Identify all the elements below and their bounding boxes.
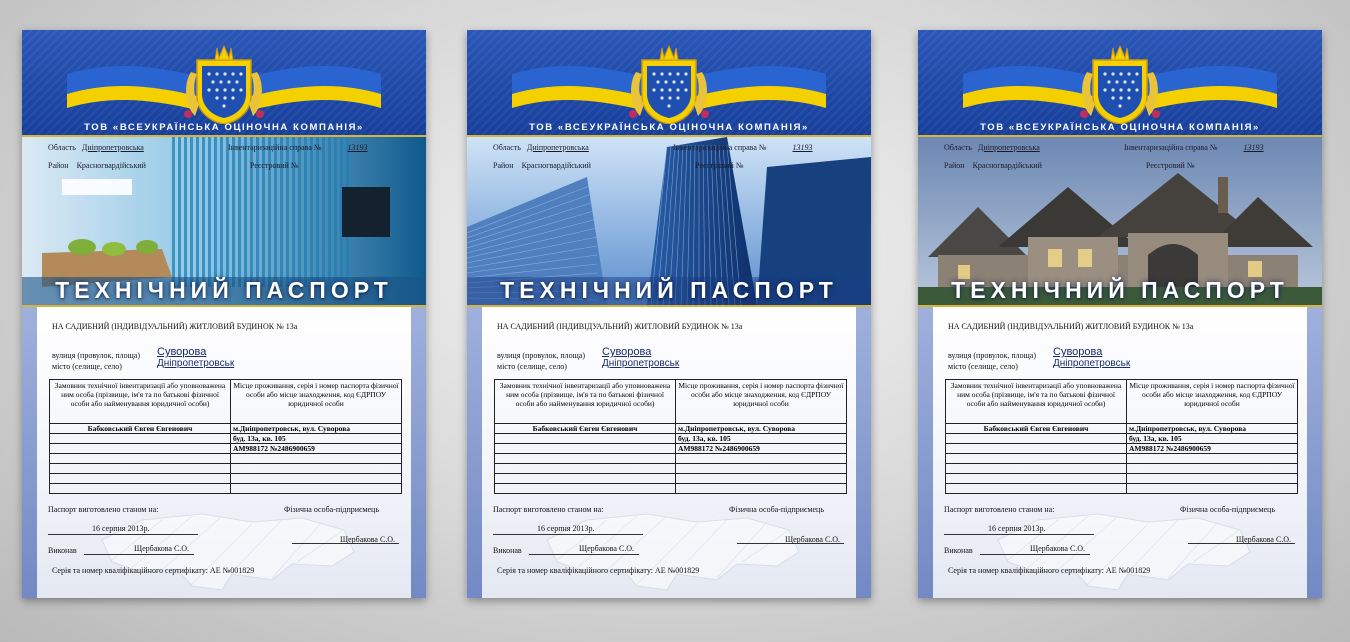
- table-cell: [946, 484, 1127, 494]
- header-residence: Місце проживання, серія і номер паспорта фізичної особи або місце знаходження, код ЄДРПОУ юридичної особи: [676, 380, 847, 424]
- company-name: ТОВ «ВСЕУКРАЇНСЬКА ОЦІНОЧНА КОМПАНІЯ»: [980, 122, 1260, 133]
- district-field: Район Красногвардійський: [493, 161, 591, 170]
- owner-name: Бабковський Євген Євгенович: [495, 424, 676, 434]
- passport-line: АМ988172 №2486900659: [231, 444, 402, 454]
- table-row: [946, 454, 1298, 464]
- table-cell: [231, 464, 402, 474]
- city-value: Дніпропетровськ: [1053, 358, 1131, 369]
- table-row: [495, 454, 847, 464]
- table-cell: [50, 474, 231, 484]
- table-cell: [495, 434, 676, 444]
- street-value: Суворова: [602, 346, 652, 358]
- city-value: Дніпропетровськ: [157, 358, 235, 369]
- table-row: [50, 464, 402, 474]
- entrepreneur-label: Фізична особа-підприємець: [729, 505, 824, 514]
- street-label: вулиця (провулок, площа): [497, 351, 586, 360]
- city-value: Дніпропетровськ: [602, 358, 680, 369]
- table-row: [495, 424, 847, 434]
- table-row: [946, 434, 1298, 444]
- document-title: ТЕХНІЧНИЙ ПАСПОРТ: [55, 277, 393, 303]
- table-cell: [495, 484, 676, 494]
- table-cell: [231, 474, 402, 484]
- header-customer: Замовник технічної інвентаризації або уповноважена ним особа (прізвище, ім'я та по батькові фізичної особи або найменування юридичної особи): [946, 380, 1127, 424]
- entrepreneur-name: Щербакова С.О.: [340, 535, 396, 544]
- executor-name: Щербакова С.О.: [1030, 544, 1086, 553]
- executor-label: Виконав: [48, 546, 77, 555]
- house-line: НА САДИБНИЙ (ІНДИВІДУАЛЬНИЙ) ЖИТЛОВИЙ БУДИНОК № 13а: [497, 322, 743, 331]
- table-cell: [50, 434, 231, 444]
- coat-of-arms-flag-emblem: [67, 44, 381, 124]
- region-field: Область Дніпропетровська: [944, 143, 1040, 152]
- address-line-1: м.Дніпропетровськ, вул. Суворова: [1127, 424, 1298, 434]
- coat-of-arms-flag-emblem: [963, 44, 1277, 124]
- street-label: вулиця (провулок, площа): [52, 351, 141, 360]
- street-value: Суворова: [157, 346, 207, 358]
- photo-band: [918, 137, 1322, 305]
- signature-line: [737, 543, 844, 544]
- table-cell: [946, 454, 1127, 464]
- table-row: [495, 434, 847, 444]
- executor-underline: [529, 554, 639, 555]
- document-title: ТЕХНІЧНИЙ ПАСПОРТ: [500, 277, 838, 303]
- table-cell: [676, 484, 847, 494]
- table-cell: [676, 454, 847, 464]
- table-row: [50, 434, 402, 444]
- house-line: НА САДИБНИЙ (ІНДИВІДУАЛЬНИЙ) ЖИТЛОВИЙ БУДИНОК № 13а: [948, 322, 1194, 331]
- district-field: Район Красногвардійський: [944, 161, 1042, 170]
- entrepreneur-name: Щербакова С.О.: [1236, 535, 1292, 544]
- table-cell: [231, 484, 402, 494]
- left-side-stripe: [467, 307, 482, 598]
- left-side-stripe: [918, 307, 933, 598]
- technical-passport-page: [22, 30, 426, 598]
- owner-name: Бабковський Євген Євгенович: [946, 424, 1127, 434]
- registry-field: Реєстровий №: [250, 161, 299, 170]
- technical-passport-page: [918, 30, 1322, 598]
- header-customer: Замовник технічної інвентаризації або уповноважена ним особа (прізвище, ім'я та по батькові фізичної особи або найменування юридичної особи): [50, 380, 231, 424]
- table-cell: [495, 444, 676, 454]
- inventory-field: Інвентаризаційна справа № 13193: [673, 143, 813, 152]
- executor-name: Щербакова С.О.: [579, 544, 635, 553]
- street-label: вулиця (провулок, площа): [948, 351, 1037, 360]
- table-cell: [50, 464, 231, 474]
- signature-line: [292, 543, 399, 544]
- executor-underline: [980, 554, 1090, 555]
- table-cell: [1127, 474, 1298, 484]
- executor-label: Виконав: [493, 546, 522, 555]
- inventory-field: Інвентаризаційна справа № 13193: [228, 143, 368, 152]
- company-name: ТОВ «ВСЕУКРАЇНСЬКА ОЦІНОЧНА КОМПАНІЯ»: [529, 122, 809, 133]
- passport-line: АМ988172 №2486900659: [1127, 444, 1298, 454]
- table-cell: [495, 474, 676, 484]
- address-line-2: буд. 13а, кв. 105: [1127, 434, 1298, 444]
- table-cell: [50, 484, 231, 494]
- registry-field: Реєстровий №: [695, 161, 744, 170]
- right-side-stripe: [1307, 307, 1322, 598]
- table-row: [946, 484, 1298, 494]
- address-line-1: м.Дніпропетровськ, вул. Суворова: [231, 424, 402, 434]
- table-header-row: [495, 380, 847, 424]
- ukraine-map-watermark: [527, 500, 807, 598]
- header-banner: [22, 30, 426, 135]
- table-row: [946, 464, 1298, 474]
- table-cell: [946, 444, 1127, 454]
- district-field: Район Красногвардійський: [48, 161, 146, 170]
- table-cell: [676, 474, 847, 484]
- executor-underline: [84, 554, 194, 555]
- table-row: [495, 444, 847, 454]
- house-line: НА САДИБНИЙ (ІНДИВІДУАЛЬНИЙ) ЖИТЛОВИЙ БУДИНОК № 13а: [52, 322, 298, 331]
- table-cell: [50, 454, 231, 464]
- table-cell: [495, 454, 676, 464]
- entrepreneur-name: Щербакова С.О.: [785, 535, 841, 544]
- table-cell: [676, 464, 847, 474]
- date-underline: [944, 534, 1094, 535]
- table-row: [495, 474, 847, 484]
- header-banner: [467, 30, 871, 135]
- table-row: [495, 484, 847, 494]
- prepared-date: 16 серпня 2013р.: [92, 524, 150, 533]
- table-cell: [495, 464, 676, 474]
- address-line-2: буд. 13а, кв. 105: [231, 434, 402, 444]
- header-customer: Замовник технічної інвентаризації або уповноважена ним особа (прізвище, ім'я та по батькові фізичної особи або найменування юридичної особи): [495, 380, 676, 424]
- left-side-stripe: [22, 307, 37, 598]
- table-cell: [1127, 454, 1298, 464]
- right-side-stripe: [856, 307, 871, 598]
- table-row: [946, 444, 1298, 454]
- table-cell: [231, 454, 402, 464]
- document-title: ТЕХНІЧНИЙ ПАСПОРТ: [951, 277, 1289, 303]
- entrepreneur-label: Фізична особа-підприємець: [284, 505, 379, 514]
- table-cell: [946, 464, 1127, 474]
- certificate-line: Серія та номер кваліфікаційного сертифікату: АЕ №001829: [52, 566, 255, 575]
- technical-passport-page: [467, 30, 871, 598]
- table-row: [50, 474, 402, 484]
- owner-table: [49, 379, 402, 494]
- inventory-field: Інвентаризаційна справа № 13193: [1124, 143, 1264, 152]
- prepared-date: 16 серпня 2013р.: [988, 524, 1046, 533]
- prepared-label: Паспорт виготовлено станом на:: [493, 505, 604, 514]
- table-cell: [50, 444, 231, 454]
- table-header-row: [946, 380, 1298, 424]
- table-cell: [1127, 484, 1298, 494]
- table-row: [495, 464, 847, 474]
- city-label: місто (селище, село): [497, 362, 567, 371]
- region-field: Область Дніпропетровська: [493, 143, 589, 152]
- city-label: місто (селище, село): [52, 362, 122, 371]
- executor-name: Щербакова С.О.: [134, 544, 190, 553]
- ukraine-map-watermark: [978, 500, 1258, 598]
- coat-of-arms-flag-emblem: [512, 44, 826, 124]
- owner-name: Бабковський Євген Євгенович: [50, 424, 231, 434]
- entrepreneur-label: Фізична особа-підприємець: [1180, 505, 1275, 514]
- street-value: Суворова: [1053, 346, 1103, 358]
- header-residence: Місце проживання, серія і номер паспорта фізичної особи або місце знаходження, код ЄДРПОУ юридичної особи: [1127, 380, 1298, 424]
- photo-band: [467, 137, 871, 305]
- table-row: [946, 424, 1298, 434]
- certificate-line: Серія та номер кваліфікаційного сертифікату: АЕ №001829: [948, 566, 1151, 575]
- certificate-line: Серія та номер кваліфікаційного сертифікату: АЕ №001829: [497, 566, 700, 575]
- table-cell: [946, 434, 1127, 444]
- table-row: [946, 474, 1298, 484]
- signature-line: [1188, 543, 1295, 544]
- table-row: [50, 484, 402, 494]
- photo-band: [22, 137, 426, 305]
- address-line-2: буд. 13а, кв. 105: [676, 434, 847, 444]
- table-row: [50, 444, 402, 454]
- region-field: Область Дніпропетровська: [48, 143, 144, 152]
- address-line-1: м.Дніпропетровськ, вул. Суворова: [676, 424, 847, 434]
- header-residence: Місце проживання, серія і номер паспорта фізичної особи або місце знаходження, код ЄДРПОУ юридичної особи: [231, 380, 402, 424]
- registry-field: Реєстровий №: [1146, 161, 1195, 170]
- passport-line: АМ988172 №2486900659: [676, 444, 847, 454]
- date-underline: [48, 534, 198, 535]
- prepared-label: Паспорт виготовлено станом на:: [48, 505, 159, 514]
- table-row: [50, 424, 402, 434]
- prepared-label: Паспорт виготовлено станом на:: [944, 505, 1055, 514]
- right-side-stripe: [411, 307, 426, 598]
- prepared-date: 16 серпня 2013р.: [537, 524, 595, 533]
- owner-table: [494, 379, 847, 494]
- executor-label: Виконав: [944, 546, 973, 555]
- city-label: місто (селище, село): [948, 362, 1018, 371]
- header-banner: [918, 30, 1322, 135]
- date-underline: [493, 534, 643, 535]
- owner-table: [945, 379, 1298, 494]
- ukraine-map-watermark: [82, 500, 362, 598]
- company-name: ТОВ «ВСЕУКРАЇНСЬКА ОЦІНОЧНА КОМПАНІЯ»: [84, 122, 364, 133]
- table-cell: [1127, 464, 1298, 474]
- table-row: [50, 454, 402, 464]
- table-header-row: [50, 380, 402, 424]
- table-cell: [946, 474, 1127, 484]
